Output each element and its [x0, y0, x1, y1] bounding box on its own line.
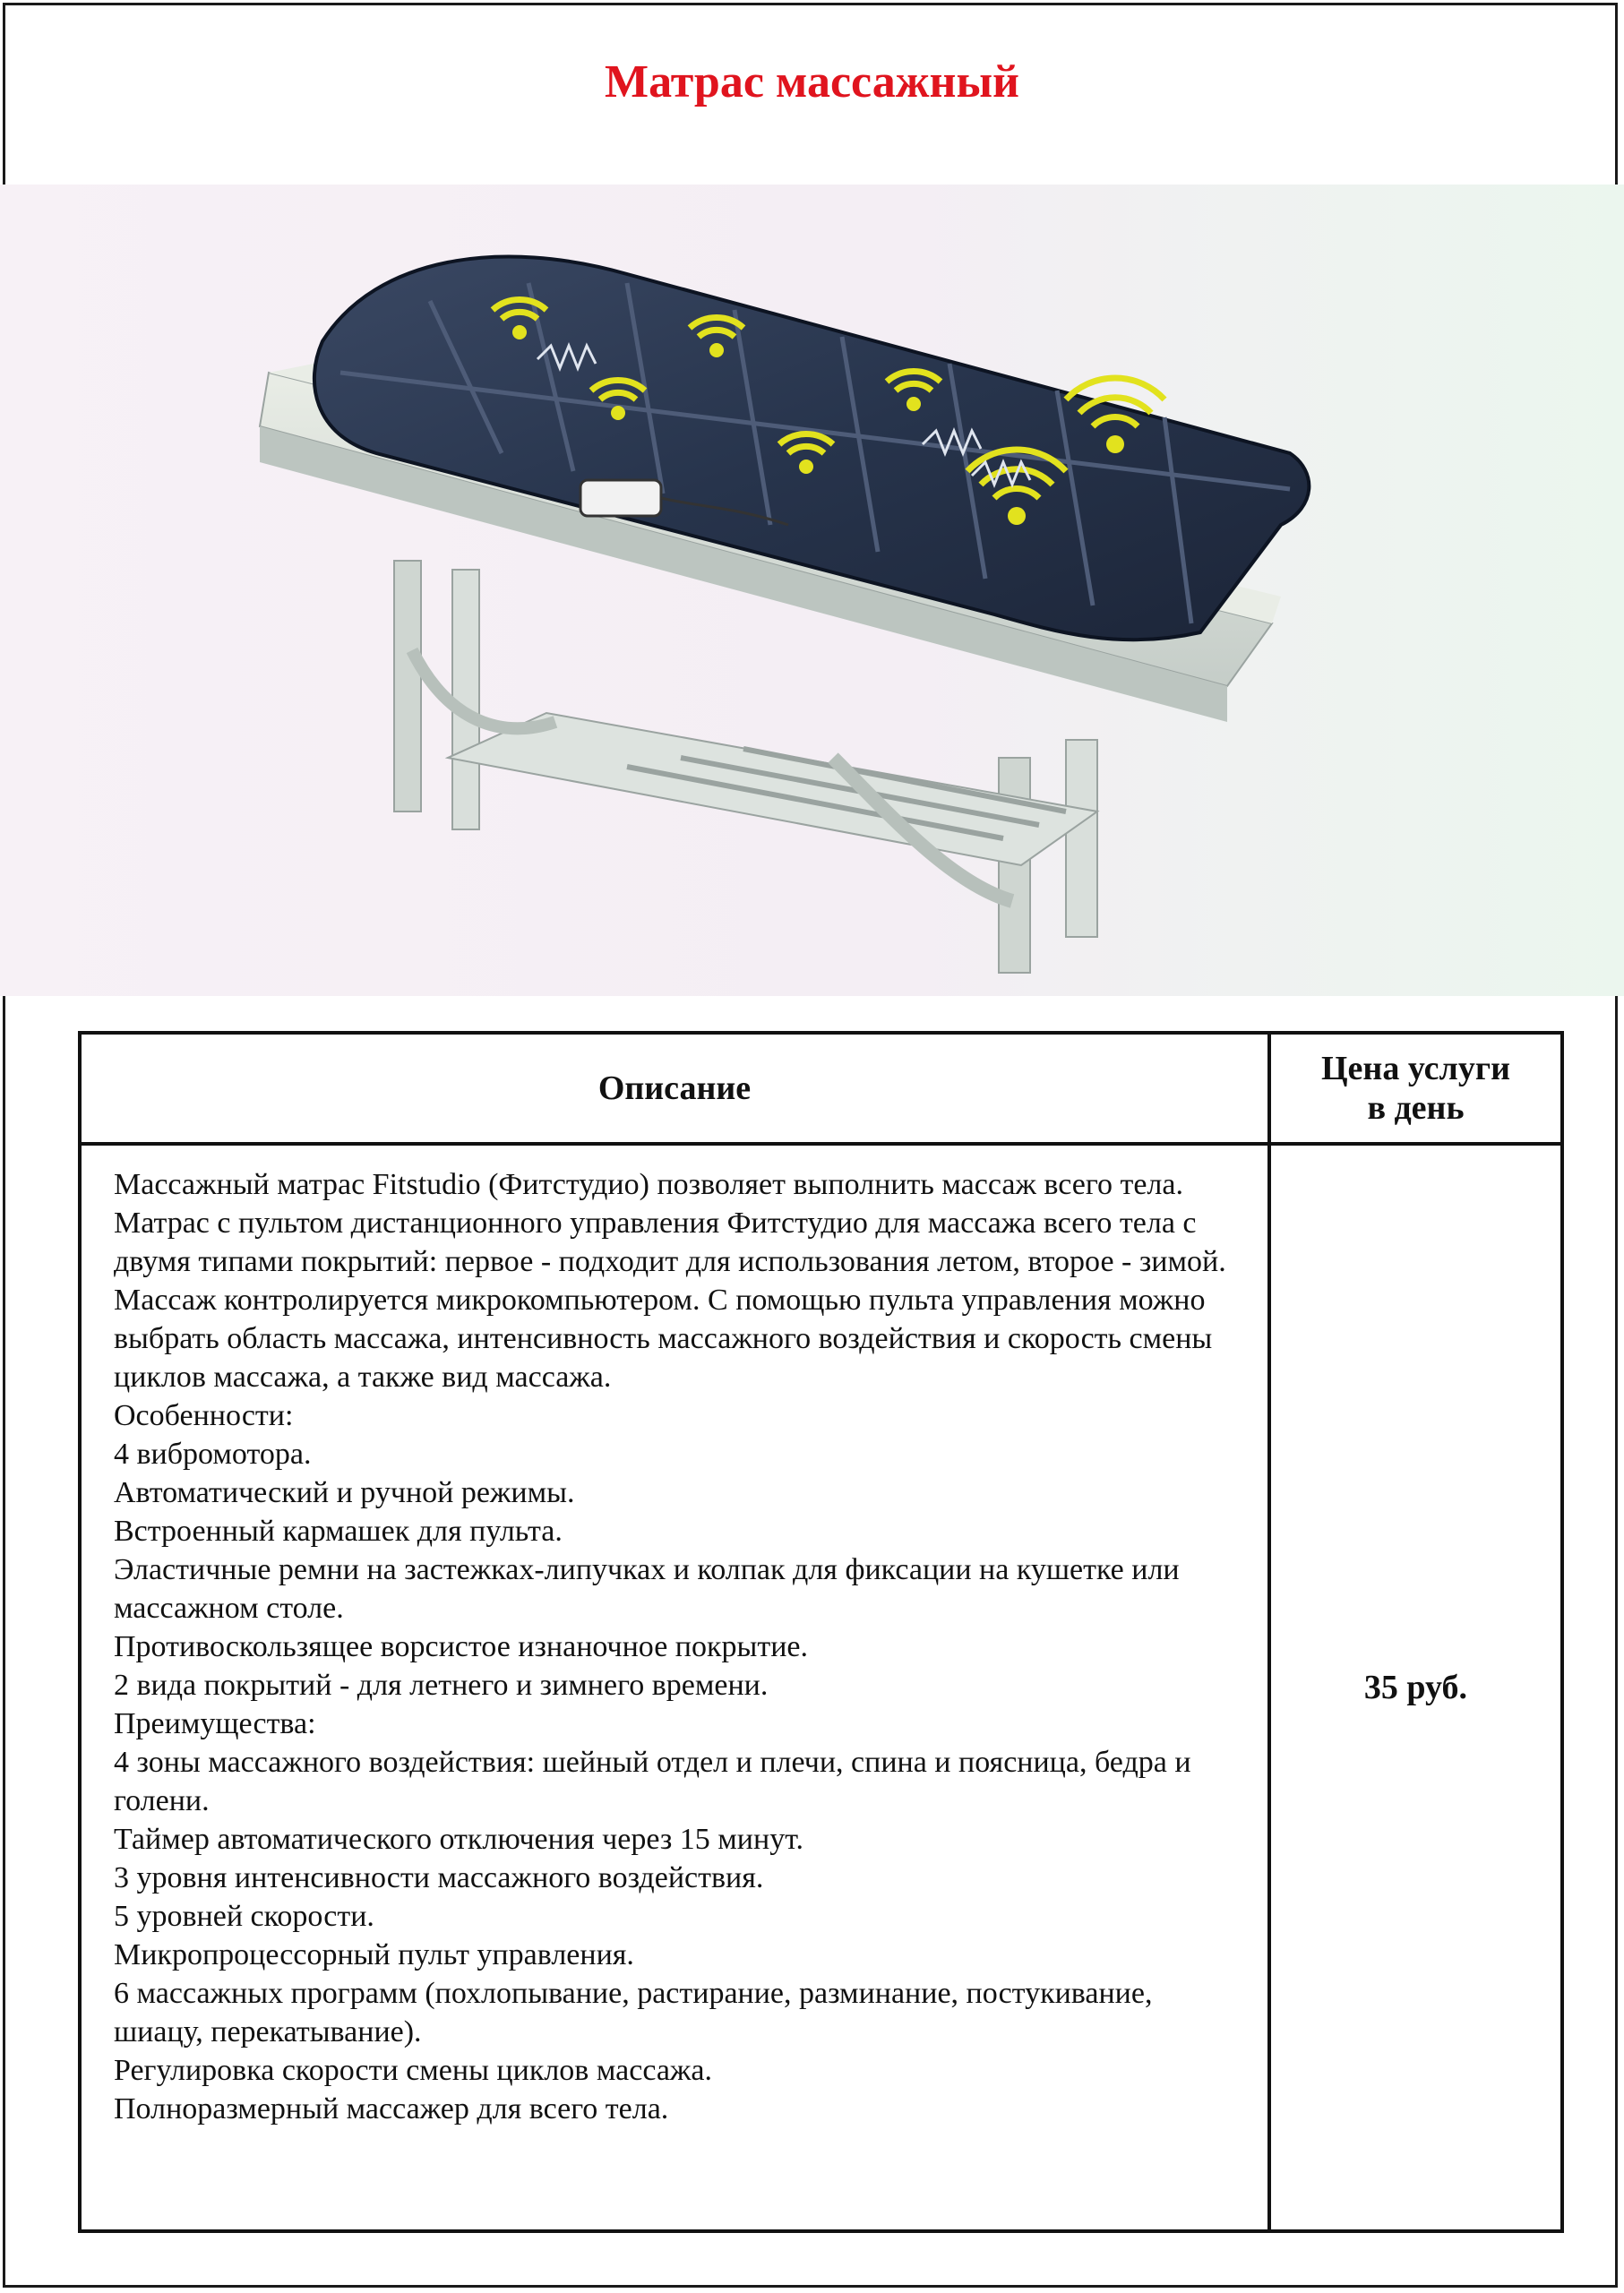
section-heading-features: Особенности:	[114, 1399, 294, 1432]
feature-item: Эластичные ремни на застежках-липучках и колпак для фиксации на кушетке или массажном столе.	[114, 1553, 1180, 1625]
advantage-item: 3 уровня интенсивности массажного воздействия.	[114, 1861, 764, 1894]
advantage-item: Таймер автоматического отключения через 15 минут.	[114, 1823, 803, 1856]
description-paragraph: Массажный матрас Fitstudio (Фитстудио) позволяет выполнить массаж всего тела. Матрас с пультом дистанционного управления Фитстудио для массажа всего тела с двумя типами покрытий: первое - подходит для использования летом, второе - зимой. Массаж контролируется микрокомпьютером. С помощью пульта управления можно выбрать область массажа, интенсивность массажного воздействия и скорость смены циклов массажа, а также вид массажа.	[114, 1168, 1226, 1394]
massage-mattress-illustration	[0, 185, 1624, 996]
section-heading-advantages: Преимущества:	[114, 1707, 316, 1740]
advantage-item: Полноразмерный массажер для всего тела.	[114, 2092, 669, 2126]
product-photo	[0, 185, 1624, 996]
header-price-line2: в день	[1367, 1089, 1465, 1127]
description-table	[78, 1031, 1564, 2233]
advantage-item: 6 массажных программ (похлопывание, растирание, разминание, постукивание, шиацу, перекатывание).	[114, 1977, 1153, 2048]
feature-item: Противоскользящее ворсистое изнаночное покрытие.	[114, 1630, 809, 1663]
advantage-item: Микропроцессорный пульт управления.	[114, 1938, 634, 1971]
page-title: Матрас массажный	[605, 56, 1019, 107]
description-cell	[80, 1144, 1269, 2231]
advantage-item: 4 зоны массажного воздействия: шейный отдел и плечи, спина и поясница, бедра и голени.	[114, 1746, 1191, 1817]
header-description: Описание	[80, 1033, 1269, 1144]
advantage-item: Регулировка скорости смены циклов массажа.	[114, 2054, 712, 2087]
feature-item: 2 вида покрытий - для летнего и зимнего времени.	[114, 1669, 769, 1702]
remote-control-icon	[580, 480, 661, 516]
feature-item: Встроенный кармашек для пульта.	[114, 1515, 563, 1548]
header-price	[1269, 1033, 1562, 1144]
header-price-line1: Цена услуги	[1321, 1050, 1510, 1087]
feature-item: Автоматический и ручной режимы.	[114, 1476, 575, 1509]
feature-item: 4 вибромотора.	[114, 1438, 312, 1471]
advantage-item: 5 уровней скорости.	[114, 1900, 374, 1933]
description-text	[82, 1146, 1267, 2128]
price-cell: 35 руб.	[1269, 1144, 1562, 2231]
